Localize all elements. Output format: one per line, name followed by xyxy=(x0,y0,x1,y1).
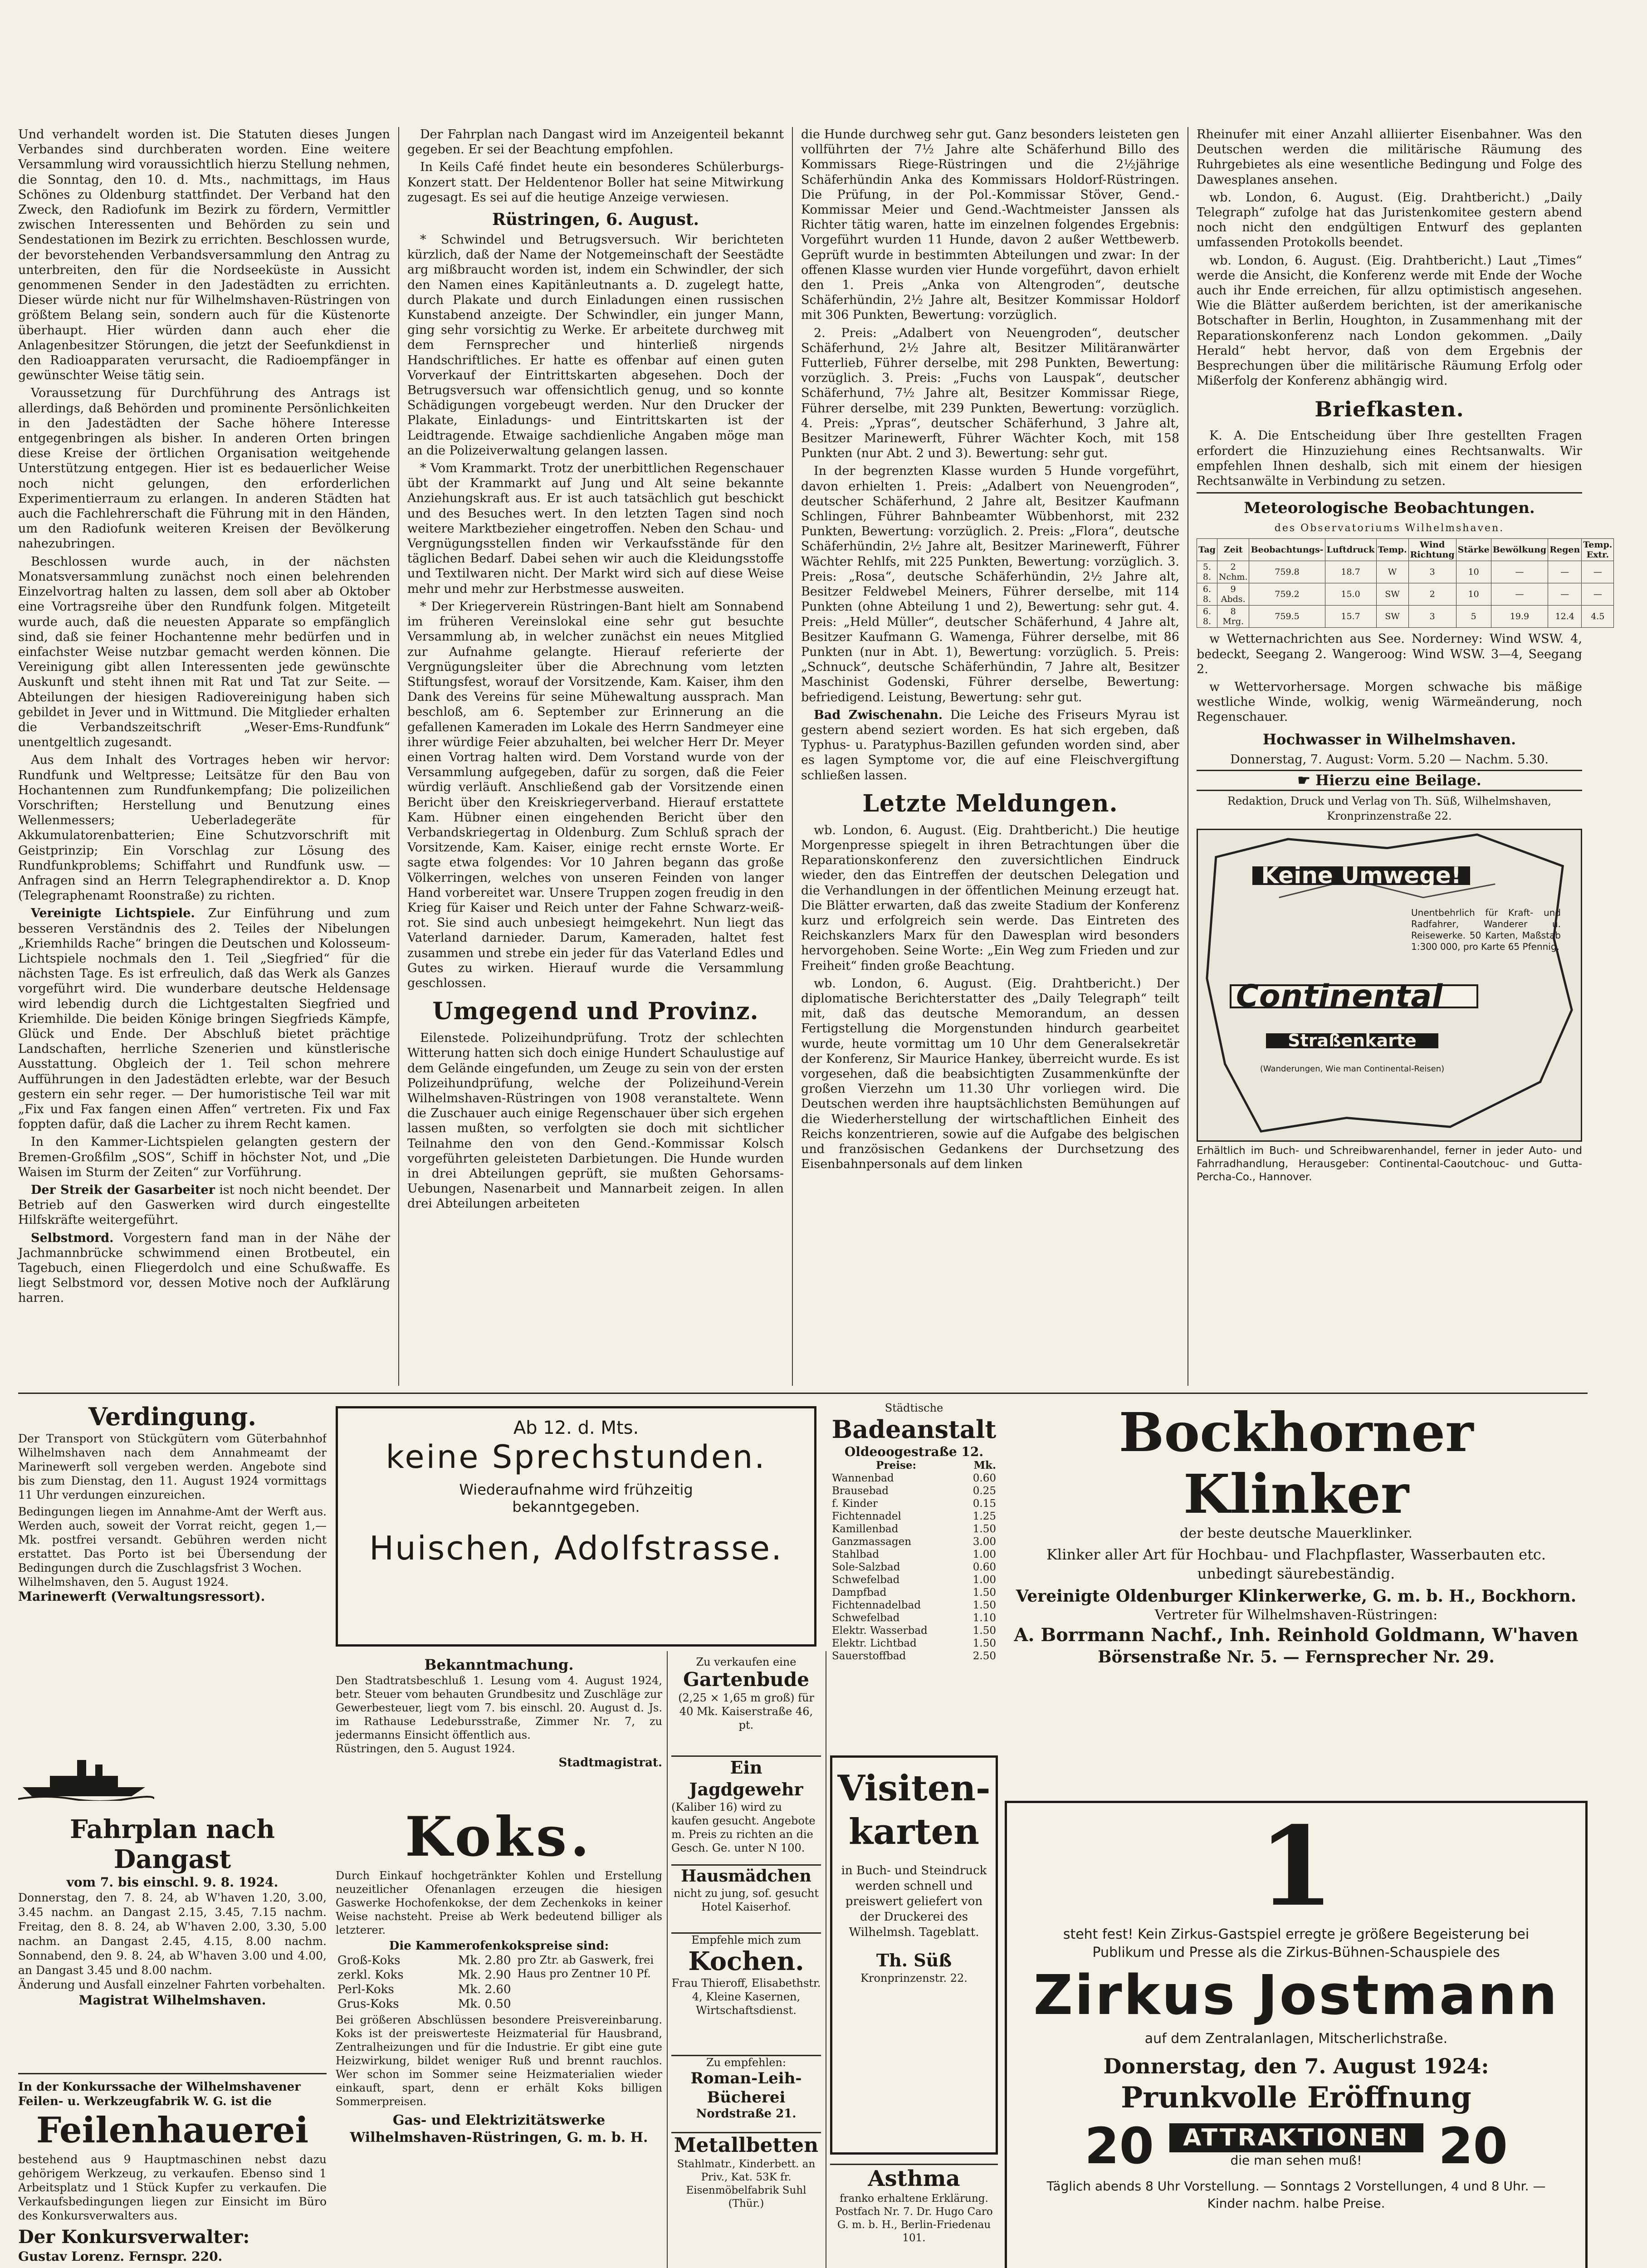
ad-title: Fahrplan nach Dangast xyxy=(70,1814,275,1874)
weather-cell: 18.7 xyxy=(1325,561,1376,583)
ad-address: Börsenstraße Nr. 5. — Fernsprecher Nr. 29. xyxy=(1098,1647,1495,1667)
price-item: Stahlbad xyxy=(832,1549,880,1560)
ad-attraction-count: 20 xyxy=(1438,2117,1508,2175)
ad-koks xyxy=(336,1805,662,2268)
column-3 xyxy=(801,127,1179,1174)
ad-continental xyxy=(1197,829,1582,1142)
ad-text: (2,25 × 1,65 m groß) für 40 Mk. Kaiserstraße 46, pt. xyxy=(678,1691,814,1731)
weather-cell: 10 xyxy=(1456,583,1491,606)
ad-date: Donnerstag, den 7. August 1924: xyxy=(1103,2054,1489,2078)
price-item: zerkl. Koks xyxy=(337,1968,404,1982)
ad-line: Vertreter für Wilhelmshaven-Rüstringen: xyxy=(1154,1607,1438,1623)
ad-text: Unentbehrlich für Kraft- und Radfahrer, Wanderer u. Reisewerke. 50 Karten, Maßstab 1:300 000, pro Karte 65 Pfennig. xyxy=(1411,907,1561,952)
weather-cell: 5. 8. xyxy=(1197,561,1217,583)
price-value: 3.00 xyxy=(973,1536,996,1548)
article-text: * Der Kriegerverein Rüstringen-Bant hielt am Sonnabend im früheren Vereinslokal eine sehr gut besuchte Versammlung ab, in welcher zunächst ein neues Mitglied zur Aufnahme gelangte. Hierauf referierte der Vergnügungsleiter über die Abrechnung vom letzten Stiftungsfest, worauf der Vorsitzende, Kam. Kaiser, ihm den Dank des Vereins für seine Mühewaltung aussprach. Man beschloß, am 6. September zur Erinnerung an die gefallenen Kameraden im Lokale des Herrn Sandmeyer eine ihrer würdige Feier abzuhalten, bei welcher Herr Dr. Meyer einen Vortrag halten wird. Dem Vorstand wurde von der Versammlung aufgegeben, dafür zu sorgen, daß die Feier würdig verläuft. Anschließend gab der Vorsitzende einen Bericht über den Kreiskriegerverband. Hierauf erstattete Kam. Hübner einen eingehenden Bericht über den Verbandskriegertag in Oldenburg. Zum Schluß sprach der Vorsitzende, Kam. Kaiser, einige recht ernste Worte. Er sagte etwa folgendes: Vor 10 Jahren begann das große Völkerringen, welches von unseren Feinden von langer Hand vorbereitet war. Unsere Truppen zogen freudig in den Krieg für Kaiser und Reich unter der Fahne Schwarz-weiß-rot. Sie sind auch unbesiegt heimgekehrt. Nun liegt das Vaterland darnieder. Darum, Kameraden, haltet fest zusammen und strebe ein jeder für das Vaterland Edles und Gutes zu wirken. Hierauf wurde die Versammlung geschlossen. xyxy=(407,599,784,990)
section-heading: Meteorologische Beobachtungen. xyxy=(1244,499,1535,518)
price-item: Schwefelbad xyxy=(832,1574,900,1586)
ad-note: (Wanderungen, Wie man Continental-Reisen) xyxy=(1260,1064,1445,1074)
ad-text: Nordstraße 21. xyxy=(696,2107,797,2121)
price-row xyxy=(830,1599,998,1612)
price-item: Sauerstoffbad xyxy=(832,1650,906,1662)
weather-cell: 9 Abds. xyxy=(1217,583,1249,606)
price-value: 1.00 xyxy=(973,1574,996,1586)
column-4 xyxy=(1197,127,1613,1187)
price-header: Preise: xyxy=(876,1459,917,1471)
article-text: Beschlossen wurde auch, in der nächsten Monatsversammlung zunächst noch einen belehrenden Einzelvortrag halten zu lassen, dem soll aber ab Oktober eine Vortragsreihe über den Rundfunk folgen. Mitgeteilt wurde auch, daß die neuesten Apparate so empfänglich sind, daß sie feiner Hochantenne mehr bedürfen und in einfachster Weise nutzbar gemacht werden können. Die Vereinigung gibt allen Interessenten jede gewünschte Auskunft und steht ihnen mit Rat und Tat zur Seite. — Abteilungen der hiesigen Radiovereinigung haben sich gebildet in Jever und in Wittmund. Die Mitglieder erhalten die Verbandszeitschrift „Weser-Ems-Rundfunk“ unentgeltlich zugesandt. xyxy=(18,554,390,750)
ad-line: Wiederaufnahme wird frühzeitig bekanntgegeben. xyxy=(459,1481,693,1515)
article-text: wb. London, 6. August. (Eig. Drahtbericht.) Der diplomatische Berichterstatter des „Daily Telegraph“ teilt mit, daß das deutsche Memorandum, an dessen Fertigstellung die Morgenstunden hindurch gearbeitet wurde, heute vormittag um 10 Uhr dem Generalsekretär der Konferenz, Sir Maurice Hankey, überreicht wurde. Es ist vorgesehen, daß die beabsichtigten Zusammenkünfte der großen Vierzehn um 11.30 Uhr vorliegen wird. Die Deutschen werden ihre hauptsächlichsten Bemühungen auf die Wiederherstellung der wirtschaftlichen Einheit des Reichs konzentrieren, sowie auf die Aufgabe des belgischen und französischen Gedankens der Durchsetzung des Eisenbahnpersonals auf dem linken xyxy=(801,976,1179,1172)
weather-column-header: Bewölkung xyxy=(1491,539,1548,561)
weather-cell: — xyxy=(1491,561,1548,583)
ad-title: Feilenhauerei xyxy=(36,2110,309,2151)
steamship-illustration xyxy=(18,1751,327,1805)
article-text: In Keils Café findet heute ein besonderes Schülerburgs-Konzert statt. Der Heldentenor Boller hat seine Mitwirkung zugesagt. Es sei auf die heutige Anzeige verwiesen. xyxy=(407,160,784,205)
ad-note: Änderung und Ausfall einzelner Fahrten vorbehalten. xyxy=(18,1978,326,1991)
weather-cell: 12.4 xyxy=(1548,606,1582,628)
weather-cell: 3 xyxy=(1408,561,1456,583)
price-row xyxy=(830,1650,998,1662)
ad-fahrplan xyxy=(18,1814,327,2068)
section-heading: Rüstringen, 6. August. xyxy=(492,210,699,230)
price-item: Perl-Koks xyxy=(337,1983,394,1996)
article-text: Donnerstag, 7. August: Vorm. 5.20 — Nachm. 5.30. xyxy=(1230,752,1549,767)
weather-table xyxy=(1197,538,1614,628)
price-value: 1.50 xyxy=(973,1587,996,1598)
price-value: Mk. 2.80 xyxy=(458,1954,511,1967)
price-value: 1.50 xyxy=(973,1599,996,1611)
ad-number: 1 xyxy=(1258,1803,1334,1931)
price-item: Grus-Koks xyxy=(337,1997,399,2011)
ad-title: Bekanntmachung. xyxy=(424,1656,574,1673)
divider xyxy=(18,1393,1588,1394)
ad-title: Verdingung. xyxy=(88,1402,257,1431)
ad-signature: Gustav Lorenz. Fernspr. 220. xyxy=(18,2249,223,2264)
weather-cell: 15.0 xyxy=(1325,583,1376,606)
price-row xyxy=(336,1982,513,1997)
weather-cell: 8 Mrg. xyxy=(1217,606,1249,628)
price-item: Kamillenbad xyxy=(832,1523,899,1535)
article-text: 2. Preis: „Adalbert von Neuengroden“, deutscher Schäferhund, 2½ Jahre alt, Besitzer Militäranwärter Futterlieb, Führer derselbe, mit 298 Punkten, Bewertung: vorzüglich. 3. Preis: „Fuchs von Lauspak“, deutscher Schäferhund, 7½ Jahre alt, Besitzer Kommissar Riege, Führer derselbe, mit 239 Punkten, Bewertung: vorzüglich. 4. Preis: „Ypras“, deutscher Schäferhund, 3 Jahre alt, Besitzer Marinewerft, Führer Wächter Koch, mit 158 Punkten (nur Abt. 2 und 3). Bewertung: sehr gut. xyxy=(801,326,1179,461)
ad-badeanstalt xyxy=(830,1402,998,1746)
weather-cell: — xyxy=(1582,583,1614,606)
divider xyxy=(18,2073,327,2074)
price-value: 0.25 xyxy=(973,1485,996,1497)
article-text: * Vom Krammarkt. Trotz der unerbittlichen Regenschauer übt der Krammarkt auf Jung und Alt seine bekannte Anziehungskraft aus. Er ist auch tatsächlich gut beschickt und des Besuches wert. In den letzten Tagen sind noch weitere Marktbezieher eingetroffen. Neben den Schau- und Vergnügungsstellen finden wir Verkaufsstände für den täglichen Bedarf. Dabei sehen wir auch die Kleidungsstoffe und Textilwaren nicht. Der Markt wird sich auf diese Weise mehr und mehr zur Herbstmesse ausweiten. xyxy=(407,461,784,596)
ad-text: Bei größeren Abschlüssen besondere Preisvereinbarung. Koks ist der preiswerteste Heizmaterial für Hausbrand, Zentralheizungen und für die Industrie. Er gibt eine gute Heizwirkung, bildet weniger Ruß und brennt rauchlos. Wer schon im Sommer seine Heizmaterialien wieder einkauft, spart, denn er erhält Koks billigen Sommerpreisen. xyxy=(336,2014,662,2108)
price-value: Mk. 2.60 xyxy=(458,1983,511,1996)
ad-text: Frau Thieroff, Elisabethstr. 4, Kleine Kasernen, Wirtschaftsdienst. xyxy=(671,1977,821,2017)
ad-brand: Continental xyxy=(1230,984,1478,1008)
imprint: Redaktion, Druck und Verlag von Th. Süß, Wilhelmshaven, Kronprinzenstraße 22. xyxy=(1227,795,1552,823)
price-value: 1.10 xyxy=(973,1612,996,1624)
ad-text: Bedingungen liegen im Annahme-Amt der Werft aus. Werden auch, soweit der Vorrat reicht, gegen 1,— Mk. postfrei versandt. Gebühren werden nicht erstattet. Das Porto ist bei Übersendung der Bedingungen durch die Zuschlagsfrist 3 Wochen. xyxy=(18,1505,327,1574)
price-value: 0.60 xyxy=(973,1472,996,1484)
ad-verdingung xyxy=(18,1402,327,1746)
ad-text: Den Stadtratsbeschluß 1. Lesung vom 4. August 1924, betr. Steuer vom behauten Grundbesitz und Zuschläge zur Gewerbesteuer, liegt vom 7. bis einschl. 20. August d. Js. im Rathause Ledebursstraße, Zimmer Nr. 7, zu jedermanns Einsicht öffentlich aus. xyxy=(336,1674,662,1741)
ad-jagdgewehr xyxy=(671,1755,821,1860)
weather-row xyxy=(1197,606,1614,628)
price-table xyxy=(830,1459,998,1662)
ad-title: Kochen. xyxy=(688,1946,804,1976)
price-value: 1.50 xyxy=(973,1625,996,1637)
section-heading: Letzte Meldungen. xyxy=(862,789,1118,817)
price-item: Elektr. Lichtbad xyxy=(832,1637,917,1649)
price-item: Ganzmassagen xyxy=(832,1536,912,1548)
ad-sprechstunden xyxy=(336,1406,816,1647)
weather-cell: 759.2 xyxy=(1249,583,1325,606)
weather-cell: 2 Nchm. xyxy=(1217,561,1249,583)
ad-period: vom 7. bis einschl. 9. 8. 1924. xyxy=(66,1875,279,1890)
ad-zirkus xyxy=(1005,1801,1588,2268)
ad-text: Donnerstag, den 7. 8. 24, ab W'haven 1.20, 3.00, 3.45 nachm. an Dangast 2.15, 3.45, 7.15 nachm. Freitag, den 8. 8. 24, ab W'haven 2.00, 3.30, 5.00 nachm. an Dangast 2.45, 4.15, 8.00 nachm. Sonnabend, den 9. 8. 24, ab W'haven 3.00 und 4.00, an Dangast 3.45 und 8.00 nachm. xyxy=(18,1891,327,1977)
ad-firm: Vereinigte Oldenburger Klinkerwerke, G. m. b. H., Bockhorn. xyxy=(1016,1587,1577,1606)
price-row xyxy=(830,1548,998,1561)
ad-price-title: Die Kammerofenkokspreise sind: xyxy=(389,1939,609,1953)
article-text: ist noch nicht beendet. Der Betrieb auf den Gaswerken wird durch eingestellte Hilfskräfte weitergeführt. xyxy=(18,1183,390,1227)
ad-brand-sub: Straßenkarte xyxy=(1266,1033,1438,1048)
newspaper-page xyxy=(18,127,1613,2268)
ad-title: Gartenbude xyxy=(683,1668,809,1691)
article-text: w Wettervorhersage. Morgen schwache bis mäßige westliche Winde, wolkig, wenig Wärmeänderung, noch Regenschauer. xyxy=(1197,680,1582,724)
weather-cell: 759.5 xyxy=(1249,606,1325,628)
section-heading: Hochwasser in Wilhelmshaven. xyxy=(1262,730,1516,748)
weather-column-header: Wind Richtung xyxy=(1408,539,1456,561)
ad-title: Koks. xyxy=(405,1805,593,1869)
ad-signature-label: Der Konkursverwalter: xyxy=(18,2226,250,2248)
weather-cell: W xyxy=(1376,561,1408,583)
ad-visitenkarten xyxy=(830,1755,998,2155)
weather-row xyxy=(1197,583,1614,606)
price-item: Groß-Koks xyxy=(337,1954,401,1967)
column-1 xyxy=(18,127,390,1309)
ad-attractions: ATTRAKTIONEN xyxy=(1169,2123,1423,2152)
price-item: Dampfbad xyxy=(832,1587,887,1598)
weather-cell: 759.8 xyxy=(1249,561,1325,583)
ad-address: Oldeoogestraße 12. xyxy=(844,1444,984,1459)
price-item: Elektr. Wasserbad xyxy=(832,1625,928,1637)
ad-signature: Th. Süß xyxy=(876,1950,952,1970)
ad-text: Stahlmatr., Kinderbett. an Priv., Kat. 53K fr. Eisenmöbelfabrik Suhl (Thür.) xyxy=(677,2158,816,2209)
divider xyxy=(1197,492,1582,494)
weather-column-header: Zeit xyxy=(1217,539,1249,561)
ad-roman xyxy=(671,2055,821,2127)
ad-title: Bockhorner Klinker xyxy=(1119,1402,1474,1525)
ad-address: Kronprinzenstr. 22. xyxy=(860,1972,968,1984)
article-text: die Hunde durchweg sehr gut. Ganz besonders leisteten gen vollführten der 7½ Jahre alte Schäferhund Billo des Kommissars Riege-Rüstringen und die 2½jährige Schäferhündin Anka des Kommissars Holdorf-Rüstringen. Die Prüfung, in der Pol.-Kommissar Stöver, Gend.-Kommissar Meier und Gend.-Wachtmeister Janssen als Richter tätig waren, hatte im einzelnen folgendes Ergebnis: Vorgeführt wurden 11 Hunde, davon 2 außer Wettbewerb. Geprüft wurde in bestimmten Abteilungen und zwar: In der offenen Klasse wurden vier Hunde vorgeführt, davon erhielt den 1. Preis „Anka von Altengroden“, deutsche Schäferhündin, 2½ Jahre alt, Besitzer Kommissar Holdorf mit 306 Punkten, Bewertung: vorzüglich. xyxy=(801,127,1179,323)
supplement-note: ☛ Hierzu eine Beilage. xyxy=(1197,770,1582,791)
price-value: Mk. 0.50 xyxy=(458,1997,511,2011)
price-row xyxy=(336,1968,513,1982)
price-row xyxy=(336,1953,513,1968)
price-row xyxy=(830,1510,998,1523)
price-item: Wannenbad xyxy=(832,1472,894,1484)
ad-footer: Täglich abends 8 Uhr Vorstellung. — Sonntags 2 Vorstellungen, 4 und 8 Uhr. — Kinder nachm. halbe Preise. xyxy=(1046,2179,1546,2211)
ad-title: keine Sprechstunden. xyxy=(386,1438,767,1476)
weather-column-header: Tag xyxy=(1197,539,1217,561)
column-rule xyxy=(667,1651,668,2268)
price-row xyxy=(830,1535,998,1548)
weather-cell: 5 xyxy=(1456,606,1491,628)
price-value: 1.50 xyxy=(973,1523,996,1535)
weather-row xyxy=(1197,561,1614,583)
steamship-icon xyxy=(18,1751,154,1801)
price-row xyxy=(830,1561,998,1574)
weather-column-header: Luftdruck xyxy=(1325,539,1376,561)
article-text: Und verhandelt worden ist. Die Statuten dieses Jungen Verbandes sind durchberaten worden. Eine weitere Versammlung wird voraussichtlich hierzu Stellung nehmen, die Sonntag, den 10. d. Mts., nachmittags, im Haus Schönes zu Oldenburg stattfindet. Der Verband hat den Zweck, den Radiofunk im Bezirk zu fördern, Vermittler zwischen Interessenten und Behörden zu sein und Sendestationen im Bezirk zu errichten. Beschlossen wurde, der bevorstehenden Verbandsversammlung den Antrag zu unterbreiten, den für die Nordseeküste in Aussicht genommenen Sender in den Jadestädten zu errichten. Dieser würde nicht nur für Wilhelmshaven-Rüstringen von größtem Belang sein, sondern auch für die Küstenorte überhaupt. Hier würden dann auch eher die Anlagenbesitzer Störungen, die jetzt der Seefunkdienst in den Radioapparaten verursacht, die Radioempfänger in gewünschter Weise tätig sein. xyxy=(18,127,390,383)
ad-signature: Stadtmagistrat. xyxy=(558,1756,662,1769)
ad-text: in Buch- und Steindruck werden schnell und preiswert geliefert von der Druckerei des Wilhelmsh. Tageblatt. xyxy=(841,1864,987,1939)
ad-note: pro Ztr. ab Gaswerk, frei Haus pro Zentner 10 Pf. xyxy=(517,1954,654,1980)
section-subheading: des Observatoriums Wilhelmshaven. xyxy=(1274,523,1505,534)
article-heading: Der Streik der Gasarbeiter xyxy=(31,1183,215,1198)
ad-line: Zu empfehlen: xyxy=(706,2056,787,2069)
ad-line: Ab 12. d. Mts. xyxy=(513,1418,639,1438)
price-value: 0.15 xyxy=(973,1498,996,1510)
ad-feilenhauerei xyxy=(18,2080,327,2268)
price-value: 1.25 xyxy=(973,1510,996,1522)
weather-column-header: Beobachtungs- xyxy=(1249,539,1325,561)
ad-text: Durch Einkauf hochgetränkter Kohlen und Erstellung neuzeitlicher Ofenanlagen erzeugen die hiesigen Gaswerke Hochofenkokse, der dem Zechenkoks in keiner Weise nachsteht. Preise ab Werk bedeutend billiger als letzterer. xyxy=(336,1869,662,1936)
weather-cell: 6. 8. xyxy=(1197,583,1217,606)
price-row xyxy=(830,1574,998,1586)
price-value: 2.50 xyxy=(973,1650,996,1662)
article-text: K. A. Die Entscheidung über Ihre gestellten Fragen erfordert die Hinzuziehung eines Rechtsanwalts. Wir empfehlen Ihnen deshalb, sich mit einem der hiesigen Rechtsanwälte in Verbindung zu setzen. xyxy=(1197,429,1582,489)
column-rule xyxy=(792,127,793,1386)
weather-cell: — xyxy=(1548,561,1582,583)
price-row xyxy=(830,1472,998,1485)
article-text: w Wetternachrichten aus See. Norderney: Wind WSW. 4, bedeckt, Seegang 2. Wangeroog: Wind WSW. 3—4, Seegang 2. xyxy=(1197,632,1582,676)
price-table xyxy=(336,1953,513,2011)
weather-cell: 10 xyxy=(1456,561,1491,583)
weather-cell: 4.5 xyxy=(1582,606,1614,628)
price-item: Fichtennadel xyxy=(832,1510,901,1522)
price-row xyxy=(830,1485,998,1497)
weather-cell: 19.9 xyxy=(1491,606,1548,628)
weather-cell: — xyxy=(1548,583,1582,606)
weather-cell: 6. 8. xyxy=(1197,606,1217,628)
price-row xyxy=(830,1612,998,1624)
price-value: 0.60 xyxy=(973,1561,996,1573)
ad-signature: Gas- und Elektrizitätswerke Wilhelmshaven-Rüstringen, G. m. b. H. xyxy=(350,2112,648,2146)
ad-gartenbude xyxy=(671,1656,821,1751)
column-rule xyxy=(398,127,399,1386)
article-text: Vorgestern fand man in der Nähe der Jachmannbrücke schwimmend einen Brotbeutel, ein Tagebuch, einen Fliegerdolch und eine Schußwaffe. Es liegt Selbstmord vor, dessen Motive noch der Aufklärung harren. xyxy=(18,1231,390,1305)
section-heading: Umgegend und Provinz. xyxy=(432,997,759,1026)
price-row xyxy=(336,1997,513,2011)
article-heading: Bad Zwischenahn. xyxy=(814,708,943,722)
price-header: Mk. xyxy=(973,1459,996,1471)
ad-pre: Städtische xyxy=(885,1402,943,1414)
price-row xyxy=(830,1497,998,1510)
ad-text: steht fest! Kein Zirkus-Gastspiel erregte je größere Begeisterung bei Publikum und Presse als die Zirkus-Bühnen-Schauspiele des xyxy=(1063,1926,1530,1960)
ad-line: Empfehle mich zum xyxy=(691,1934,801,1946)
ad-title: Visiten-karten xyxy=(837,1768,991,1853)
section-heading: Briefkasten. xyxy=(1315,397,1464,422)
ad-footer: Erhältlich im Buch- und Schreibwarenhandel, ferner in jeder Auto- und Fahrradhandlung, Herausgeber: Continental-Caoutchouc- und Gutta-Percha-Co., Hannover. xyxy=(1197,1144,1582,1183)
ad-subtitle: der beste deutsche Mauerklinker. xyxy=(1180,1525,1412,1541)
ad-title: Roman-Leih-Bücherei xyxy=(690,2069,802,2107)
ad-betten xyxy=(671,2132,821,2241)
ad-place: auf dem Zentralanlagen, Mitscherlichstraße. xyxy=(1144,2031,1448,2047)
ad-headline: Keine Umwege! xyxy=(1252,866,1470,885)
article-heading: Vereinigte Lichtspiele. xyxy=(31,906,195,921)
ad-hausmaedchen xyxy=(671,1864,821,1928)
ad-signature: Magistrat Wilhelmshaven. xyxy=(78,1993,266,2008)
article-text: In der begrenzten Klasse wurden 5 Hunde vorgeführt, davon erhielten 1. Preis: „Adalbert von Neuengroden“, deutscher Schäferhund, 2 Jahre alt, Besitzer Kaufmann Schlingen, Führer Bahnbeamter Wübbenhorst, mit 232 Punkten, Bewertung: vorzüglich. 2. Preis: „Flora“, deutsche Schäferhündin, 2½ Jahre alt, Besitzer Marinewerft, Führer Wächter Rehlfs, mit 225 Punkten, Bewertung: vorzüglich. 3. Preis: „Rosa“, deutsche Schäferhündin, 2½ Jahre alt, Besitzer Feldwebel Meiners, Führer derselbe, mit 114 Punkten (ohne Abteilung 1 und 2), Bewertung: sehr gut. 4. Preis: „Held Müller“, deutscher Schäferhund, 4 Jahre alt, Besitzer Kaufmann G. Wamenga, Führer derselbe, mit 86 Punkten (nur in Abt. 1), Bewertung: vorzüglich. 5. Preis: „Schnuck“, deutsche Schäferhündin, 7 Jahre alt, Besitzer Maschinist Godenski, Führer derselbe, Bewertung: befriedigend. Leistung, Bewertung: sehr gut. xyxy=(801,464,1179,704)
weather-cell: — xyxy=(1491,583,1548,606)
ad-event: Prunkvolle Eröffnung xyxy=(1121,2081,1471,2115)
article-text: Der Fahrplan nach Dangast wird im Anzeigenteil bekannt gegeben. Er sei der Beachtung empfohlen. xyxy=(407,127,784,157)
ad-title: Asthma xyxy=(868,2166,960,2191)
ad-asthma xyxy=(830,2164,998,2268)
ad-title: Metallbetten xyxy=(674,2134,819,2157)
article-text: Aus dem Inhalt des Vortrages heben wir hervor: Rundfunk und Weltpresse; Leitsätze für den Bau von Hochantennen zum Rundfunkempfang; Die polizeilichen Vorschriften; Herstellung und Benutzung eines Wellenmessers; Ueberladegeräte für Akkumulatorenbatterien; Eine Schutzvorschrift mit Geistprinzip; Ein Vorschlag zur Lösung des Rundfunkproblems; Schiffahrt und Rundfunk usw. — Anfragen sind an Herrn Telegraphendirektor a. D. Knop (Telegraphenamt Roonstraße) zu richten. xyxy=(18,753,390,903)
price-row xyxy=(830,1586,998,1599)
price-row xyxy=(830,1637,998,1650)
price-value: 1.00 xyxy=(973,1549,996,1560)
ad-date: Wilhelmshaven, den 5. August 1924. xyxy=(18,1575,229,1589)
weather-column-header: Regen xyxy=(1548,539,1582,561)
ad-kochen xyxy=(671,1932,821,2050)
price-item: Schwefelbad xyxy=(832,1612,900,1624)
weather-cell: 2 xyxy=(1408,583,1456,606)
ad-attraction-count: 20 xyxy=(1084,2117,1154,2175)
ad-line: die man sehen muß! xyxy=(1230,2153,1362,2168)
weather-cell: 3 xyxy=(1408,606,1456,628)
price-row xyxy=(830,1523,998,1535)
weather-cell: SW xyxy=(1376,583,1408,606)
ad-line: Zu verkaufen eine xyxy=(696,1656,797,1668)
ad-text: bestehend aus 9 Hauptmaschinen nebst dazu gehörigem Werkzeug, zu verkaufen. Ebenso sind 1 Arbeitsplatz und 1 Stück Kupfer zu verkaufen. Die Verkaufsbedingungen liegen zur Einsicht im Büro des Konkursverwalters aus. xyxy=(18,2153,327,2222)
price-value: 1.50 xyxy=(973,1637,996,1649)
article-text: * Schwindel und Betrugsversuch. Wir berichteten kürzlich, daß der Name der Notgemeinschaft der Seestädte arg mißbraucht worden ist, indem ein Schwindler, der sich den Namen eines Kapitänleutnants a. D. zugelegt hatte, durch Plakate und durch Einladungen einen russischen Kunstabend anzeigte. Der Schwindler, ein junger Mann, ging sehr vorsichtig zu Werke. Er arbeitete durchweg mit dem Fernsprecher und hinterließ nirgends Handschriftliches. Er hatte es offenbar auf einen guten Vorverkauf der Eintrittskarten abgesehen. Doch der Betrugsversuch war offensichtlich genug, und so konnte Schädigungen vorgebeugt werden. Nur den Drucker der Plakate, Einladungs- und Eintrittskarten ist der Leidtragende. Etwaige sachdienliche Angaben möge man an die Polizeiverwaltung gelangen lassen. xyxy=(407,233,784,458)
ad-bekanntmachung xyxy=(336,1656,662,1801)
ad-title: Huischen, Adolfstrasse. xyxy=(369,1529,783,1567)
article-text: Eilenstede. Polizeihundprüfung. Trotz der schlechten Witterung hatten sich doch einige Hundert Schaulustige auf dem Gelände eingefunden, um Zeuge zu sein von der ersten Polizeihundprüfung, welche der Polizeihund-Verein Wilhelmshaven-Rüstringen von 1908 veranstaltete. Wenn die Zuschauer auch einige Regenschauer über sich ergehen lassen mußten, so verfolgten sie doch mit sichtlicher Teilnahme den von den Gend.-Kommissar Kolsch vorgeführten geleisteten Darbietungen. Die Hunde wurden in drei Abteilungen geprüft, sie mußten Gehorsams-Uebungen, Nasenarbeit und Mannarbeit zeigen. In allen drei Abteilungen arbeiteten xyxy=(407,1031,784,1211)
weather-column-header: Stärke xyxy=(1456,539,1491,561)
ad-title: Badeanstalt xyxy=(831,1415,997,1444)
column-2 xyxy=(407,127,784,1214)
article-text: wb. London, 6. August. (Eig. Drahtbericht.) Laut „Times“ werde die Ansicht, die Konferenz werde mit Ende der Woche auch ihr Ende erreichen, für allzu optimistisch angesehen. Wie die Blätter außerdem berichten, ist der amerikanische Botschafter in Berlin, Houghton, in Zusammenhang mit der Reparationskonferenz nach London gekommen. „Daily Herald“ hebt hervor, daß von dem Ergebnis der Besprechungen über die militärische Räumung Erfolg oder Mißerfolg der Konferenz abhängig wird. xyxy=(1197,253,1582,388)
price-item: Sole-Salzbad xyxy=(832,1561,900,1573)
ad-date: Rüstringen, den 5. August 1924. xyxy=(336,1742,515,1755)
article-text: wb. London, 6. August. (Eig. Drahtbericht.) Die heutige Morgenpresse spiegelt in ihren Betrachtungen über die Reparationskonferenz den zuversichtlichen Eindruck wieder, den das Eintreffen der deutschen Delegation und die Verhandlungen in der öffentlichen Meinung erzeugt hat. Die Blätter erwarten, daß das zweite Stadium der Konferenz kurz und erfolgreich sein werde. Das Eintreten des Reichskanzlers Marx für den Dawesplan wird besonders hervorgehoben. Seine Worte: „Ein Weg zum Frieden und zur Freiheit“ finden große Beachtung. xyxy=(801,823,1179,973)
price-row xyxy=(830,1624,998,1637)
ad-title: Ein Jagdgewehr xyxy=(689,1757,803,1799)
weather-cell: 15.7 xyxy=(1325,606,1376,628)
ad-klinker xyxy=(1005,1402,1588,1796)
article-text: Die Leiche des Friseurs Myrau ist gestern abend seziert worden. Es hat sich ergeben, daß Typhus- u. Paratyphus-Bazillen gefunden worden sind, aber es lagen Symptome vor, die auf eine Fleischvergiftung schließen lassen. xyxy=(801,708,1179,782)
ad-text: nicht zu jung, sof. gesucht Hotel Kaiserhof. xyxy=(674,1887,819,1913)
price-item: f. Kinder xyxy=(832,1498,878,1510)
article-heading: Selbstmord. xyxy=(31,1231,114,1245)
article-text: Voraussetzung für Durchführung des Antrags ist allerdings, daß Behörden und prominente Persönlichkeiten in den Jadestädten der Sache höhere Interesse entgegenbringen als bisher. In anderen Orten bringen diese Kreise der örtlichen Organisation weitgehende Unterstützung entgegen. Hier ist es bedauerlicher Weise noch nicht gelungen, den erforderlichen Experimentierraum zu erlangen. In anderen Städten hat auch die Fachlehrerschaft die Führung mit in den Händen, um den Radiofunk weiteren Kreisen der Bevölkerung nahezubringen. xyxy=(18,386,390,551)
ad-text: franko erhaltene Erklärung. Postfach Nr. 7. Dr. Hugo Caro G. m. b. H., Berlin-Friedenau 101. xyxy=(835,2193,993,2244)
ad-title: Zirkus Jostmann xyxy=(1033,1964,1559,2027)
ad-text: Klinker aller Art für Hochbau- und Flachpflaster, Wasserbauten etc. unbedingt säurebeständig. xyxy=(1046,1546,1546,1582)
price-value: Mk. 2.90 xyxy=(458,1968,511,1982)
ad-intro: In der Konkurssache der Wilhelmshavener Feilen- u. Werkzeugfabrik W. G. ist die xyxy=(18,2080,301,2108)
ad-title: Hausmädchen xyxy=(681,1867,811,1886)
ad-agent: A. Borrmann Nachf., Inh. Reinhold Goldmann, W'haven xyxy=(1014,1624,1579,1646)
weather-column-header: Temp. xyxy=(1376,539,1408,561)
weather-column-header: Temp. Extr. xyxy=(1582,539,1614,561)
weather-cell: — xyxy=(1582,561,1614,583)
price-item: Fichtennadelbad xyxy=(832,1599,921,1611)
weather-cell: SW xyxy=(1376,606,1408,628)
ad-signature: Marinewerft (Verwaltungsressort). xyxy=(18,1589,265,1604)
article-text: Rheinufer mit einer Anzahl alliierter Eisenbahner. Was den Deutschen werden die militärische Räumung des Ruhrgebietes als eine wesentliche Bedingung und Folge des Dawesplanes ansehen. xyxy=(1197,127,1582,187)
article-text: Zur Einführung und zum besseren Verständnis des 2. Teiles der Nibelungen „Kriemhilds Rache“ bringen die Deutschen und Kolosseum-Lichtspiele nochmals den 1. Teil „Siegfried“ für die nächsten Tage. Es ist erfreulich, daß das Werk als Ganzes vorgeführt wird. Die wunderbare deutsche Heldensage wird lebendig durch die Lichtgestalten Siegfried und Kriemhilde. Die beiden Könige bringen Siegfrieds Kämpfe, Glück und Ende. Der Abschluß bietet prächtige Landschaften, herrliche Szenerien und künstlerische Ausstattung. Obgleich der 1. Teil schon mehrere Aufführungen in den Jadestädten erlebte, war der Besuch gestern ein sehr reger. — Der humoristische Teil war mit „Fix und Fax fangen einen Affen“ vertreten. Fix und Fax foppten dafür, daß die Lacher zu ihrem Recht kamen. xyxy=(18,906,390,1132)
article-text: wb. London, 6. August. (Eig. Drahtbericht.) „Daily Telegraph“ zufolge hat das Juristenkomitee gestern abend noch nicht den endgültigen Entwurf des geplanten umfassenden Protokolls beendet. xyxy=(1197,190,1582,250)
price-item: Brausebad xyxy=(832,1485,889,1497)
article-text: In den Kammer-Lichtspielen gelangten gestern der Bremen-Großfilm „SOS“, Schiff in höchster Not, und „Die Waisen im Sturm der Zeiten“ zur Vorführung. xyxy=(18,1135,390,1179)
ad-text: (Kaliber 16) wird zu kaufen gesucht. Angebote m. Preis zu richten an die Gesch. Ge. unter N 100. xyxy=(671,1801,816,1854)
ad-text: Der Transport von Stückgütern vom Güterbahnhof Wilhelmshaven nach dem Annahmeamt der Marinewerft soll vergeben werden. Angebote sind bis zum Dienstag, den 11. August 1924 vormittags 11 Uhr verdungen einzureichen. xyxy=(18,1432,327,1501)
